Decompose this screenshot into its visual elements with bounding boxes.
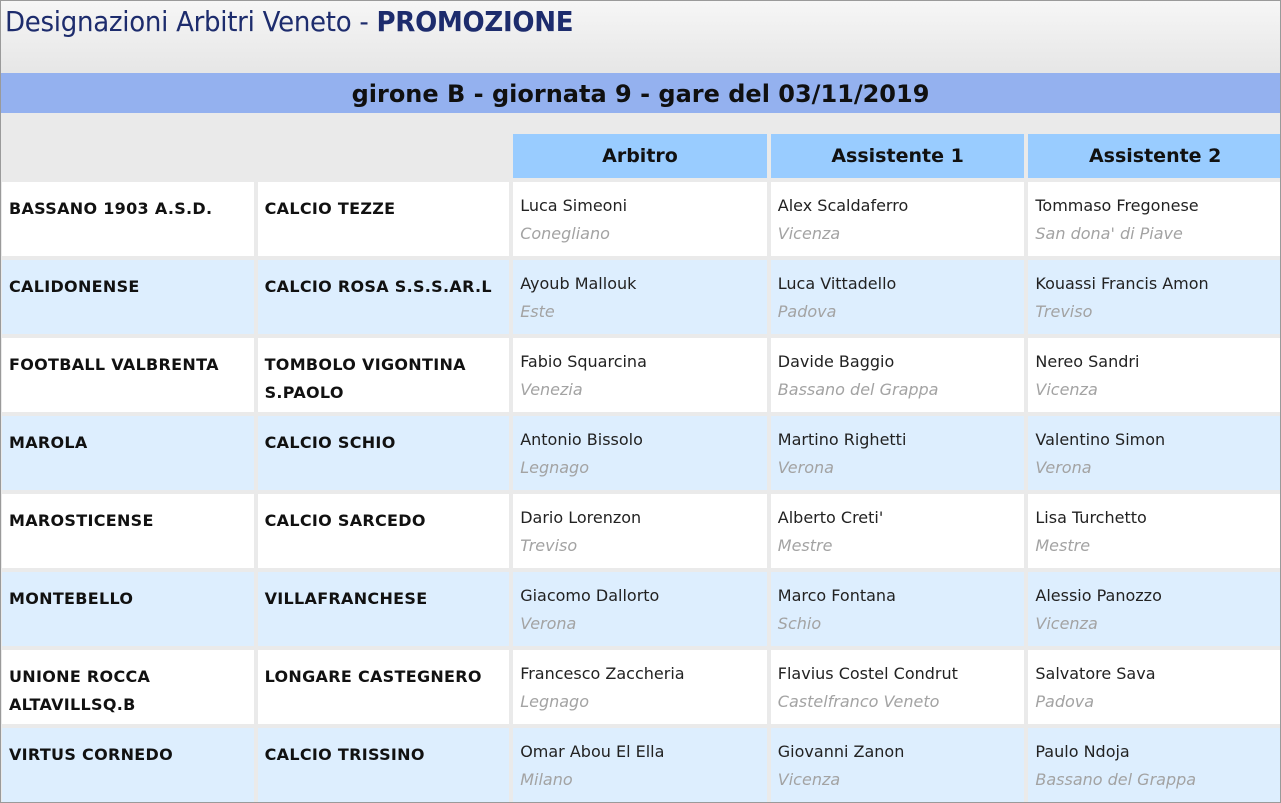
home-team-cell — [2, 572, 254, 646]
assistant1-name: Giovanni Zanon — [777, 742, 905, 761]
assistant2-name: Alessio Panozzo — [1035, 586, 1162, 605]
home-team: FOOTBALL VALBRENTA — [9, 355, 219, 374]
referee-name: Francesco Zaccheria — [520, 664, 685, 683]
assistant1-cell — [771, 494, 1025, 568]
assistant2-name: Lisa Turchetto — [1035, 508, 1147, 527]
assistant1-name: Martino Righetti — [777, 430, 907, 449]
header-empty-away — [258, 134, 510, 178]
title-bar — [1, 1, 1280, 73]
page-title-category: PROMOZIONE — [376, 5, 574, 38]
assistant1-name: Luca Vittadello — [777, 274, 897, 293]
table-row — [2, 416, 1281, 490]
assistant1-cell — [771, 650, 1025, 724]
home-team-cell — [2, 338, 254, 412]
referee-name: Dario Lorenzon — [520, 508, 642, 527]
assistant2-city: Bassano del Grappa — [1035, 770, 1197, 789]
assistant2-cell — [1028, 338, 1281, 412]
assistant2-city: Treviso — [1035, 302, 1093, 321]
away-team-cell — [258, 494, 510, 568]
away-team-cell — [258, 182, 510, 256]
assistant2-name: Salvatore Sava — [1035, 664, 1156, 683]
assistant2-name: Tommaso Fregonese — [1035, 196, 1199, 215]
assistant2-city: Vicenza — [1035, 380, 1098, 399]
away-team: LONGARE CASTEGNERO — [264, 667, 482, 686]
away-team: CALCIO ROSA S.S.S.AR.L — [264, 277, 492, 296]
assistant2-city: Padova — [1035, 692, 1095, 711]
referee-cell — [513, 494, 767, 568]
away-team-cell — [258, 260, 510, 334]
assistant2-name: Kouassi Francis Amon — [1035, 274, 1209, 293]
assistant1-name: Flavius Costel Condrut — [777, 664, 958, 683]
assistant2-name: Nereo Sandri — [1035, 352, 1140, 371]
column-header-assistente-2: Assistente 2 — [1028, 134, 1281, 178]
away-team: CALCIO TRISSINO — [264, 745, 425, 764]
referee-cell — [513, 650, 767, 724]
page-title — [5, 5, 573, 38]
home-team-cell — [2, 650, 254, 724]
assistant2-name: Valentino Simon — [1035, 430, 1166, 449]
home-team-cell — [2, 416, 254, 490]
referee-name: Luca Simeoni — [520, 196, 628, 215]
table-row — [2, 260, 1281, 334]
away-team-cell — [258, 338, 510, 412]
referee-city: Treviso — [520, 536, 578, 555]
referee-cell — [513, 572, 767, 646]
page-title-prefix: Designazioni Arbitri Veneto - — [5, 5, 377, 38]
assistant2-cell — [1028, 416, 1281, 490]
home-team: MAROSTICENSE — [9, 511, 154, 530]
assistant1-city: Verona — [777, 458, 834, 477]
assistant1-cell — [771, 416, 1025, 490]
assistant1-name: Davide Baggio — [777, 352, 895, 371]
home-team: CALIDONENSE — [9, 277, 140, 296]
home-team-cell — [2, 182, 254, 256]
assistant1-cell — [771, 260, 1025, 334]
referee-name: Antonio Bissolo — [520, 430, 643, 449]
table-row — [2, 728, 1281, 802]
assistant1-name: Marco Fontana — [777, 586, 896, 605]
home-team: MONTEBELLO — [9, 589, 134, 608]
assistant2-city: Verona — [1035, 458, 1092, 477]
away-team: CALCIO SARCEDO — [264, 511, 426, 530]
assistant1-name: Alex Scaldaferro — [777, 196, 909, 215]
referee-cell — [513, 416, 767, 490]
referee-cell — [513, 182, 767, 256]
referee-city: Legnago — [520, 692, 589, 711]
assistant2-cell — [1028, 728, 1281, 802]
referee-name: Fabio Squarcina — [520, 352, 647, 371]
away-team-cell — [258, 572, 510, 646]
referee-city: Milano — [520, 770, 573, 789]
referee-city: Conegliano — [520, 224, 610, 243]
referee-name: Ayoub Mallouk — [520, 274, 637, 293]
assistant1-city: Castelfranco Veneto — [777, 692, 940, 711]
home-team: BASSANO 1903 A.S.D. — [9, 199, 213, 218]
header-empty-home — [2, 134, 254, 178]
referee-city: Venezia — [520, 380, 583, 399]
table-row — [2, 494, 1281, 568]
assistant1-city: Vicenza — [777, 770, 841, 789]
away-team: CALCIO SCHIO — [264, 433, 396, 452]
assistant1-city: Bassano del Grappa — [777, 380, 939, 399]
assistant2-cell — [1028, 650, 1281, 724]
home-team: MAROLA — [9, 433, 88, 452]
assistant2-cell — [1028, 494, 1281, 568]
away-team: VILLAFRANCHESE — [264, 589, 428, 608]
round-header: girone B - giornata 9 - gare del 03/11/2019 — [1, 73, 1280, 113]
assistant1-city: Schio — [777, 614, 822, 633]
assistant1-cell — [771, 728, 1025, 802]
assistant2-cell — [1028, 260, 1281, 334]
column-header-assistente-1: Assistente 1 — [771, 134, 1025, 178]
assistant2-name: Paulo Ndoja — [1035, 742, 1130, 761]
referee-cell — [513, 728, 767, 802]
assistant2-cell — [1028, 572, 1281, 646]
away-team: CALCIO TEZZE — [264, 199, 396, 218]
table-row — [2, 650, 1281, 724]
column-header-arbitro: Arbitro — [513, 134, 767, 178]
home-team-cell — [2, 494, 254, 568]
table-row — [2, 572, 1281, 646]
assistant1-name: Alberto Creti' — [777, 508, 884, 527]
referee-name: Giacomo Dallorto — [520, 586, 660, 605]
assistant1-city: Padova — [777, 302, 837, 321]
referee-cell — [513, 338, 767, 412]
away-team-cell — [258, 728, 510, 802]
table-header-row — [2, 134, 1281, 178]
designations-table — [0, 130, 1281, 803]
referee-city: Este — [520, 302, 555, 321]
assistant2-city: San dona' di Piave — [1035, 224, 1183, 243]
assistant2-city: Mestre — [1035, 536, 1091, 555]
home-team: UNIONE ROCCA ALTAVILLSQ.B — [9, 667, 151, 714]
home-team-cell — [2, 260, 254, 334]
assistant1-cell — [771, 572, 1025, 646]
home-team-cell — [2, 728, 254, 802]
assistant1-cell — [771, 182, 1025, 256]
away-team-cell — [258, 650, 510, 724]
table-row — [2, 338, 1281, 412]
assistant1-cell — [771, 338, 1025, 412]
home-team: VIRTUS CORNEDO — [9, 745, 174, 764]
away-team: TOMBOLO VIGONTINA S.PAOLO — [264, 355, 466, 402]
assistant1-city: Vicenza — [777, 224, 841, 243]
referee-cell — [513, 260, 767, 334]
assistant2-cell — [1028, 182, 1281, 256]
assistant1-city: Mestre — [777, 536, 833, 555]
table-wrapper — [1, 130, 1280, 803]
referee-city: Legnago — [520, 458, 589, 477]
away-team-cell — [258, 416, 510, 490]
referee-name: Omar Abou El Ella — [520, 742, 665, 761]
assistant2-city: Vicenza — [1035, 614, 1098, 633]
table-row — [2, 182, 1281, 256]
referee-city: Verona — [520, 614, 577, 633]
